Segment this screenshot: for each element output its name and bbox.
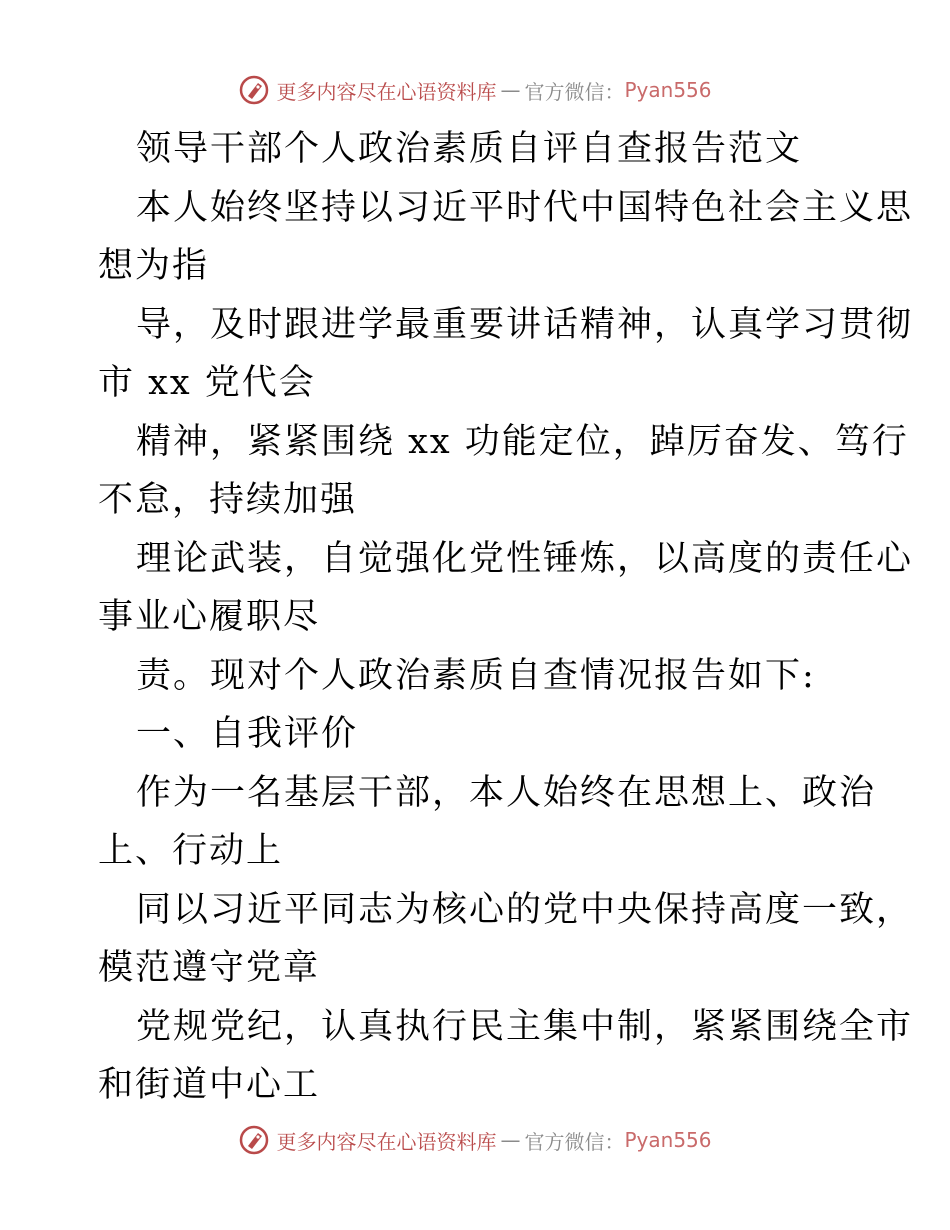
pen-nib-circle-icon <box>238 74 270 106</box>
watermark-label: 官方微信： <box>524 79 625 104</box>
section-heading: 一、自我评价 <box>136 714 359 754</box>
text-line: 同以习近平同志为核心的党中央保持高度一致， <box>136 889 914 930</box>
watermark-brand-text: 更多内容尽在心语资料库 <box>276 1129 497 1154</box>
document-body <box>98 120 914 1115</box>
text-line: 党规党纪，认真执行民主集中制，紧紧围绕全市 <box>136 1006 914 1047</box>
header-watermark <box>0 70 950 110</box>
watermark-separator: — <box>500 78 521 102</box>
text-line: 本人始终坚持以习近平时代中国特色社会主义思 <box>136 187 914 228</box>
text-line: 和街道中心工 <box>98 1065 321 1105</box>
watermark-label: 官方微信： <box>524 1129 625 1154</box>
text-line: 想为指 <box>98 246 210 286</box>
text-line: 事业心履职尽 <box>98 597 321 637</box>
watermark-brand-text: 更多内容尽在心语资料库 <box>276 79 497 104</box>
text-line: 作为一名基层干部，本人始终在思想上、政治 <box>136 772 877 813</box>
text-line: 导，及时跟进学最重要讲话精神，认真学习贯彻 <box>136 304 914 345</box>
text-line: 精神，紧紧围绕 xx 功能定位，踔厉奋发、笃行 <box>136 421 909 462</box>
text-line: 模范遵守党章 <box>98 948 321 988</box>
watermark-wechat-id: Pyan556 <box>624 78 712 102</box>
watermark-wechat-id: Pyan556 <box>624 1128 712 1152</box>
text-line: 上、行动上 <box>98 831 284 871</box>
text-line: 不怠，持续加强 <box>98 480 358 520</box>
document-title: 领导干部个人政治素质自评自查报告范文 <box>136 129 803 169</box>
text-line: 市 xx 党代会 <box>98 363 316 403</box>
pen-nib-circle-icon <box>238 1124 270 1156</box>
text-line: 责。现对个人政治素质自查情况报告如下: <box>136 655 816 696</box>
text-line: 理论武装，自觉强化党性锤炼，以高度的责任心 <box>136 538 914 579</box>
watermark-separator: — <box>500 1128 521 1152</box>
footer-watermark <box>0 1120 950 1160</box>
